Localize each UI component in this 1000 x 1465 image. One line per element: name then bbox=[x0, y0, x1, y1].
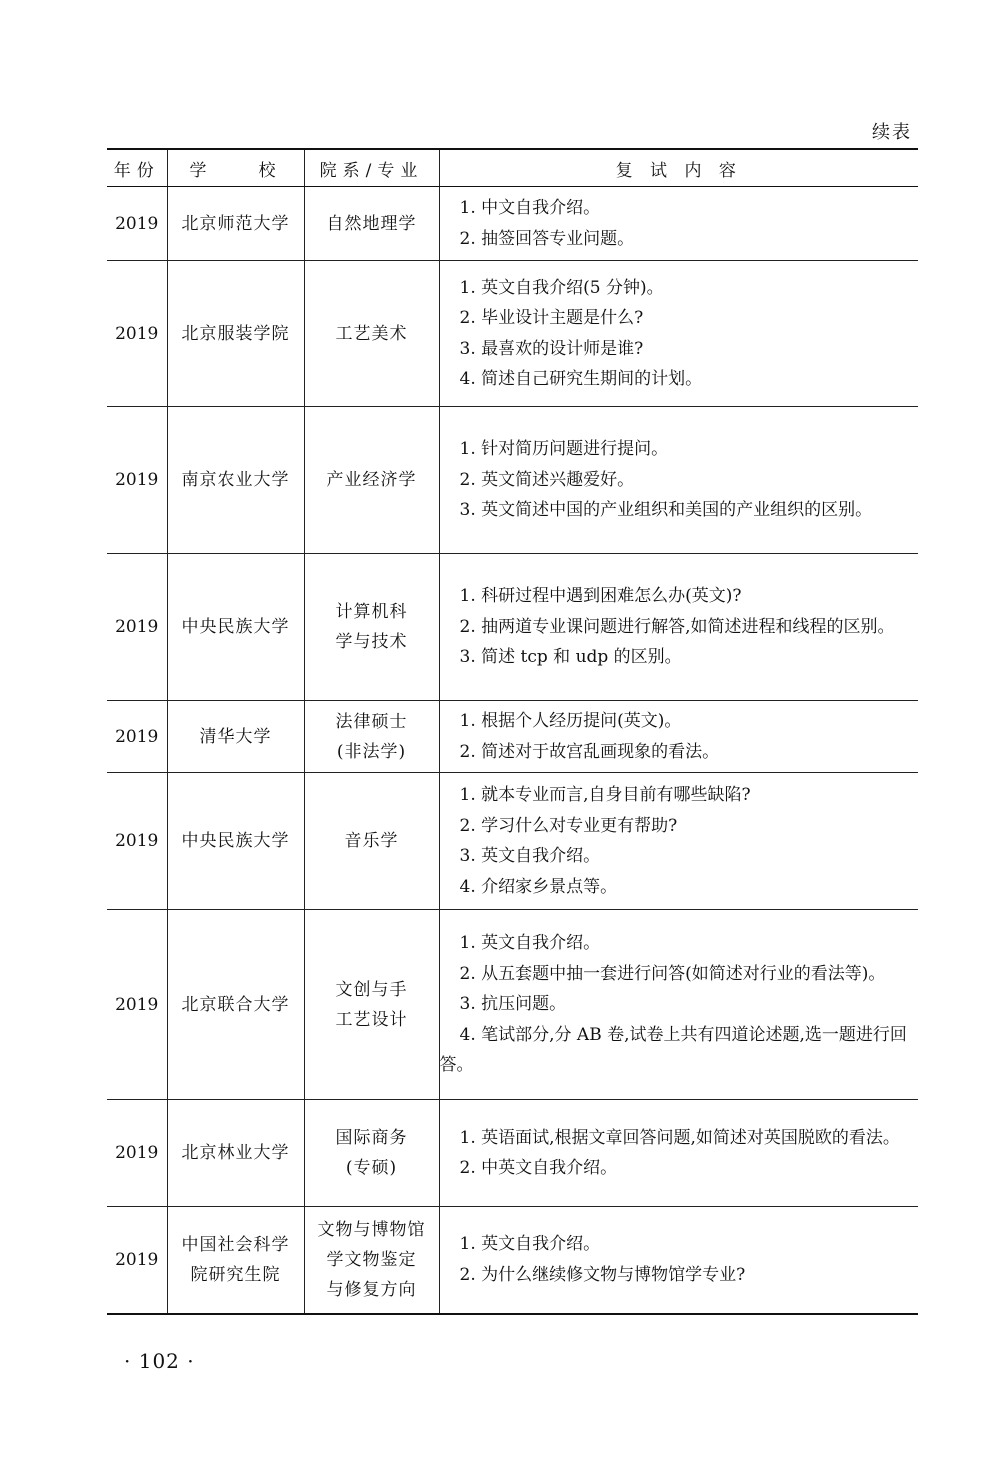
table-row bbox=[107, 407, 918, 554]
content-item: 2. 英文简述兴趣爱好。 bbox=[459, 469, 635, 490]
school-cell bbox=[167, 554, 304, 701]
major-line: 法律硕士 bbox=[335, 711, 408, 732]
major-line: (非法学) bbox=[336, 741, 407, 762]
major-line: 学文物鉴定 bbox=[326, 1249, 417, 1270]
year-cell: 2019 bbox=[107, 187, 167, 261]
school-line: 中央民族大学 bbox=[181, 617, 290, 637]
school-line: 南京农业大学 bbox=[181, 470, 290, 490]
header-major: 院系/专业 bbox=[304, 149, 439, 187]
school-line: 中央民族大学 bbox=[181, 831, 290, 851]
content-item: 1. 针对简历问题进行提问。 bbox=[459, 439, 669, 460]
header-year: 年份 bbox=[107, 149, 167, 187]
content-item: 2. 学习什么对专业更有帮助? bbox=[459, 815, 678, 836]
table-row bbox=[107, 554, 918, 701]
school-line: 北京师范大学 bbox=[181, 213, 290, 234]
content-item: 3. 最喜欢的设计师是谁? bbox=[459, 338, 644, 359]
school-line: 北京林业大学 bbox=[181, 1143, 290, 1163]
content-item: 4. 介绍家乡景点等。 bbox=[459, 876, 618, 897]
school-cell bbox=[167, 910, 304, 1100]
table-row bbox=[107, 187, 918, 261]
content-item: 4. 简述自己研究生期间的计划。 bbox=[459, 369, 703, 389]
major-cell bbox=[304, 554, 439, 701]
content-cell bbox=[439, 1100, 918, 1207]
major-line: 工艺设计 bbox=[335, 1009, 408, 1030]
table-row bbox=[107, 910, 918, 1100]
content-item: 1. 科研过程中遇到困难怎么办(英文)? bbox=[459, 586, 742, 607]
table-header-row bbox=[107, 149, 918, 187]
header-content: 复 试 内 容 bbox=[439, 149, 918, 187]
school-cell bbox=[167, 1207, 304, 1314]
major-line: 工艺美术 bbox=[335, 323, 408, 344]
table-row bbox=[107, 1100, 918, 1207]
content-item: 2. 抽两道专业课问题进行解答,如简述进程和线程的区别。 bbox=[459, 616, 895, 637]
content-item: 2. 中英文自我介绍。 bbox=[459, 1158, 618, 1178]
school-cell bbox=[167, 773, 304, 910]
school-cell bbox=[167, 701, 304, 773]
year-cell: 2019 bbox=[107, 910, 167, 1100]
major-cell bbox=[304, 1207, 439, 1314]
content-item: 4. 笔试部分,分 AB 卷,试卷上共有四道论述题,选一题进行回答。 bbox=[439, 1024, 907, 1076]
major-line: 产业经济学 bbox=[326, 470, 417, 490]
content-item: 1. 英文自我介绍。 bbox=[459, 1234, 601, 1255]
year-cell: 2019 bbox=[107, 701, 167, 773]
content-item: 1. 英文自我介绍。 bbox=[459, 933, 601, 954]
year-cell: 2019 bbox=[107, 1207, 167, 1314]
content-item: 1. 中文自我介绍。 bbox=[459, 198, 601, 218]
content-cell bbox=[439, 407, 918, 554]
major-line: 国际商务 bbox=[335, 1128, 408, 1148]
table-row bbox=[107, 701, 918, 773]
school-line: 清华大学 bbox=[199, 726, 272, 747]
major-line: 学与技术 bbox=[335, 632, 408, 652]
content-cell bbox=[439, 187, 918, 261]
school-cell bbox=[167, 407, 304, 554]
content-item: 3. 英文自我介绍。 bbox=[459, 846, 601, 866]
major-line: 音乐学 bbox=[344, 831, 399, 851]
major-line: 文创与手 bbox=[335, 979, 408, 1000]
content-item: 3. 简述 tcp 和 udp 的区别。 bbox=[459, 647, 682, 668]
retest-table bbox=[107, 148, 918, 1315]
year-cell: 2019 bbox=[107, 407, 167, 554]
school-cell bbox=[167, 187, 304, 261]
content-cell bbox=[439, 773, 918, 910]
major-cell bbox=[304, 187, 439, 261]
content-item: 2. 为什么继续修文物与博物馆学专业? bbox=[459, 1264, 746, 1285]
content-item: 3. 抗压问题。 bbox=[459, 994, 567, 1015]
content-cell bbox=[439, 261, 918, 407]
major-line: 计算机科 bbox=[335, 602, 408, 622]
school-line: 院研究生院 bbox=[190, 1264, 281, 1285]
content-cell bbox=[439, 701, 918, 773]
major-cell bbox=[304, 261, 439, 407]
table-row bbox=[107, 261, 918, 407]
table-row bbox=[107, 773, 918, 910]
major-line: (专硕) bbox=[345, 1158, 398, 1178]
page-number: · 102 · bbox=[124, 1349, 195, 1373]
major-cell bbox=[304, 407, 439, 554]
school-cell bbox=[167, 261, 304, 407]
year-cell: 2019 bbox=[107, 554, 167, 701]
year-cell: 2019 bbox=[107, 773, 167, 910]
content-item: 1. 根据个人经历提问(英文)。 bbox=[459, 711, 682, 731]
content-item: 1. 英文自我介绍(5 分钟)。 bbox=[459, 277, 664, 298]
content-cell bbox=[439, 910, 918, 1100]
school-cell bbox=[167, 1100, 304, 1207]
year-cell: 2019 bbox=[107, 261, 167, 407]
major-line: 自然地理学 bbox=[326, 213, 417, 234]
content-item: 2. 从五套题中抽一套进行问答(如简述对行业的看法等)。 bbox=[459, 963, 886, 984]
content-item: 2. 简述对于故宫乱画现象的看法。 bbox=[459, 741, 720, 762]
table-row bbox=[107, 1207, 918, 1314]
content-item: 2. 毕业设计主题是什么? bbox=[459, 308, 644, 328]
major-cell bbox=[304, 1100, 439, 1207]
major-line: 文物与博物馆 bbox=[317, 1219, 426, 1240]
major-line: 与修复方向 bbox=[326, 1279, 417, 1300]
content-cell bbox=[439, 1207, 918, 1314]
continued-label: 续表 bbox=[872, 122, 912, 143]
year-cell: 2019 bbox=[107, 1100, 167, 1207]
header-school: 学 校 bbox=[167, 149, 304, 187]
school-line: 中国社会科学 bbox=[181, 1234, 290, 1255]
major-cell bbox=[304, 701, 439, 773]
content-cell bbox=[439, 554, 918, 701]
school-line: 北京服装学院 bbox=[181, 323, 290, 344]
major-cell bbox=[304, 773, 439, 910]
content-item: 3. 英文简述中国的产业组织和美国的产业组织的区别。 bbox=[459, 500, 873, 521]
school-line: 北京联合大学 bbox=[181, 994, 290, 1015]
content-item: 1. 就本专业而言,自身目前有哪些缺陷? bbox=[459, 785, 751, 805]
content-item: 1. 英语面试,根据文章回答问题,如简述对英国脱欧的看法。 bbox=[459, 1127, 900, 1148]
major-cell bbox=[304, 910, 439, 1100]
content-item: 2. 抽签回答专业问题。 bbox=[459, 228, 635, 249]
